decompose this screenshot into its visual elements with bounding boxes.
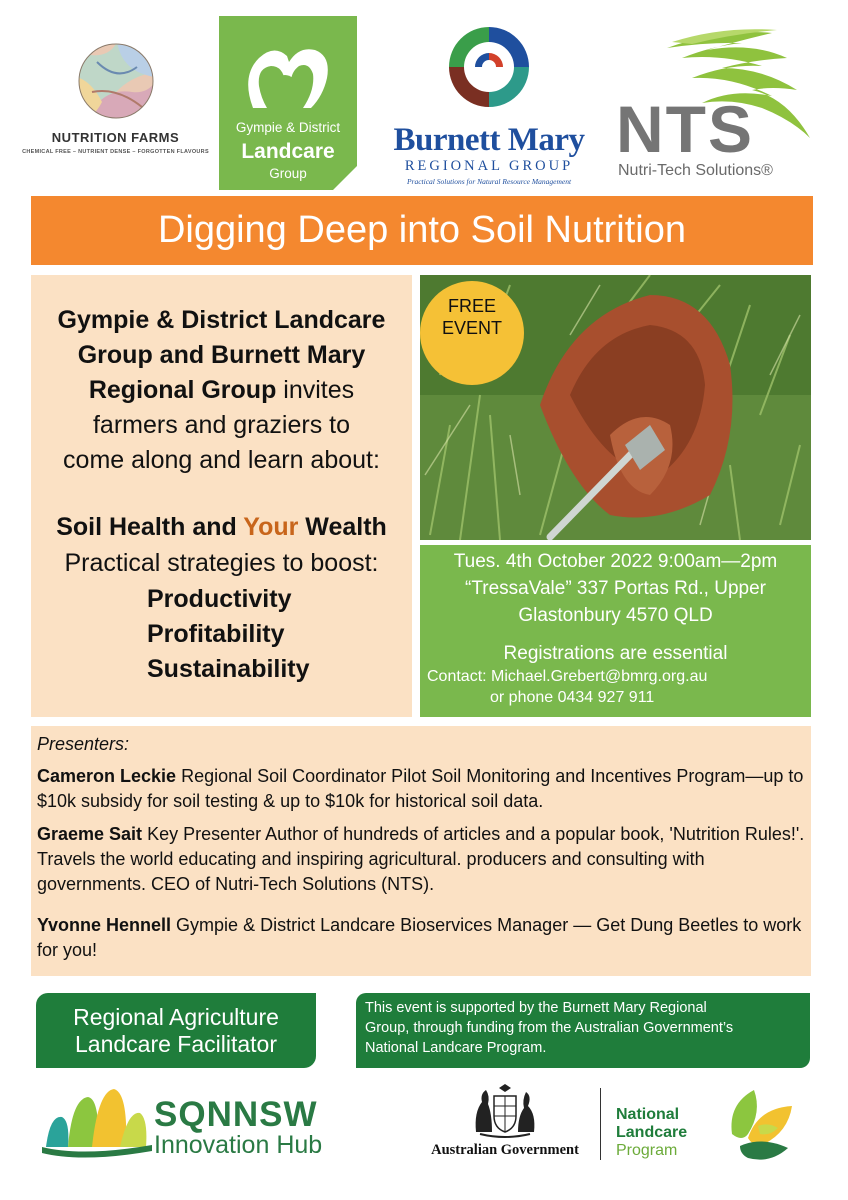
sqnnsw-logo — [42, 1085, 362, 1165]
sqnnsw-name: SQNNSW — [154, 1095, 318, 1134]
intro-invitation — [31, 303, 412, 478]
presenter-name: Cameron Leckie — [37, 766, 177, 786]
presenter-bio: Gympie & District Landcare Bioservices Manager — Get Dung Beetles to work for you! — [37, 915, 802, 960]
event-title: Digging Deep into Soil Nutrition — [31, 196, 813, 265]
presenter-name: Yvonne Hennell — [37, 915, 172, 935]
ralf-line2: Landcare Facilitator — [75, 1031, 277, 1057]
nutrition-farms-name: NUTRITION FARMS — [51, 130, 180, 145]
invite-line1: invites — [276, 376, 355, 404]
badge-line1: FREE — [447, 296, 496, 316]
burnett-mary-subtitle: REGIONAL GROUP — [404, 158, 574, 174]
presenter-entry — [37, 913, 807, 963]
gympie-landcare-line3: Group — [269, 166, 307, 181]
event-venue-line1: “TressaVale” 337 Portas Rd., Upper — [465, 578, 766, 599]
badge-line2: EVENT — [441, 318, 502, 338]
nutrition-farms-logo — [18, 14, 213, 192]
presenters-panel — [31, 726, 811, 976]
event-details-panel — [420, 545, 811, 717]
support-line1: This event is supported by the Burnett Mary Regional — [365, 1000, 707, 1016]
ralf-line1: Regional Agriculture — [73, 1004, 279, 1030]
health-text-a: Soil Health and — [56, 513, 244, 541]
gympie-landcare-line1: Gympie & District — [235, 120, 341, 135]
presenters-heading: Presenters: — [37, 734, 130, 754]
health-text-your: Your — [243, 513, 299, 541]
soil-health-heading — [31, 513, 412, 542]
nlp-line3: Program — [616, 1142, 678, 1159]
sqnnsw-subtitle: Innovation Hub — [154, 1131, 323, 1159]
support-line3: National Landcare Program. — [365, 1040, 547, 1056]
nlp-line1: National — [616, 1106, 680, 1123]
presenter-bio: Regional Soil Coordinator Pilot Soil Monitoring and Incentives Program—up to $10k subsidy for soil testing & up to $10k for historical soil data. — [37, 766, 804, 811]
burnett-mary-swirl-icon — [444, 22, 534, 112]
registration-notice: Registrations are essential — [503, 643, 728, 664]
presenter-name: Graeme Sait — [37, 824, 143, 844]
national-landcare-program-logo — [612, 1086, 812, 1166]
nutrition-farms-circle-icon — [77, 42, 155, 120]
nts-logo — [612, 28, 822, 188]
support-statement — [356, 993, 810, 1068]
footer-divider — [600, 1088, 601, 1160]
gympie-landcare-logo — [219, 16, 357, 190]
contact-email[interactable]: Contact: Michael.Grebert@bmrg.org.au — [427, 668, 708, 685]
free-event-badge — [420, 281, 524, 385]
gympie-landcare-line2: Landcare — [241, 140, 335, 163]
organisers-line2: Group and Burnett Mary — [77, 341, 366, 369]
benefit-item: Sustainability — [147, 655, 310, 683]
benefit-item: Productivity — [147, 585, 292, 613]
strategies-line: Practical strategies to boost: — [64, 549, 379, 577]
intro-panel — [31, 275, 412, 717]
sqnnsw-wave-icon — [42, 1085, 152, 1165]
health-text-b: Wealth — [298, 513, 387, 541]
burnett-mary-name: Burnett Mary — [393, 122, 585, 158]
nlp-line2: Landcare — [616, 1124, 688, 1141]
landcare-leaf-icon — [718, 1086, 802, 1166]
organisers-line1: Gympie & District Landcare — [57, 306, 386, 334]
australian-government-name: Australian Government — [431, 1142, 579, 1158]
australian-government-logo — [420, 1082, 590, 1166]
benefit-item: Profitability — [147, 620, 285, 648]
burnett-mary-tagline: Practical Solutions for Natural Resource Management — [406, 177, 572, 186]
contact-phone[interactable]: or phone 0434 927 911 — [490, 689, 655, 706]
presenter-entry — [37, 822, 807, 897]
regional-agriculture-facilitator-box — [36, 993, 316, 1068]
presenter-entry — [37, 764, 807, 814]
support-line2: Group, through funding from the Australian Government’s — [365, 1020, 734, 1036]
nts-name: NTS — [616, 92, 754, 166]
invite-line2: farmers and graziers to — [92, 411, 351, 439]
event-date: Tues. 4th October 2022 9:00am—2pm — [453, 551, 778, 572]
coat-of-arms-icon — [470, 1082, 540, 1140]
invite-line3: come along and learn about: — [63, 446, 380, 474]
event-venue-line2: Glastonbury 4570 QLD — [518, 605, 713, 626]
burnett-mary-logo — [365, 22, 613, 192]
presenter-bio: Key Presenter Author of hundreds of articles and a popular book, 'Nutrition Rules!'. Travels the world educating and inspiring agricultural. producers and consulting with governments. CEO of Nutri-Tech Solutions (NTS). — [37, 824, 805, 894]
nts-subtitle: Nutri-Tech Solutions® — [618, 162, 773, 179]
nutrition-farms-tagline: CHEMICAL FREE – NUTRIENT DENSE – FORGOTTEN FLAVOURS — [22, 149, 209, 155]
organisers-line3: Regional Group — [88, 376, 277, 404]
